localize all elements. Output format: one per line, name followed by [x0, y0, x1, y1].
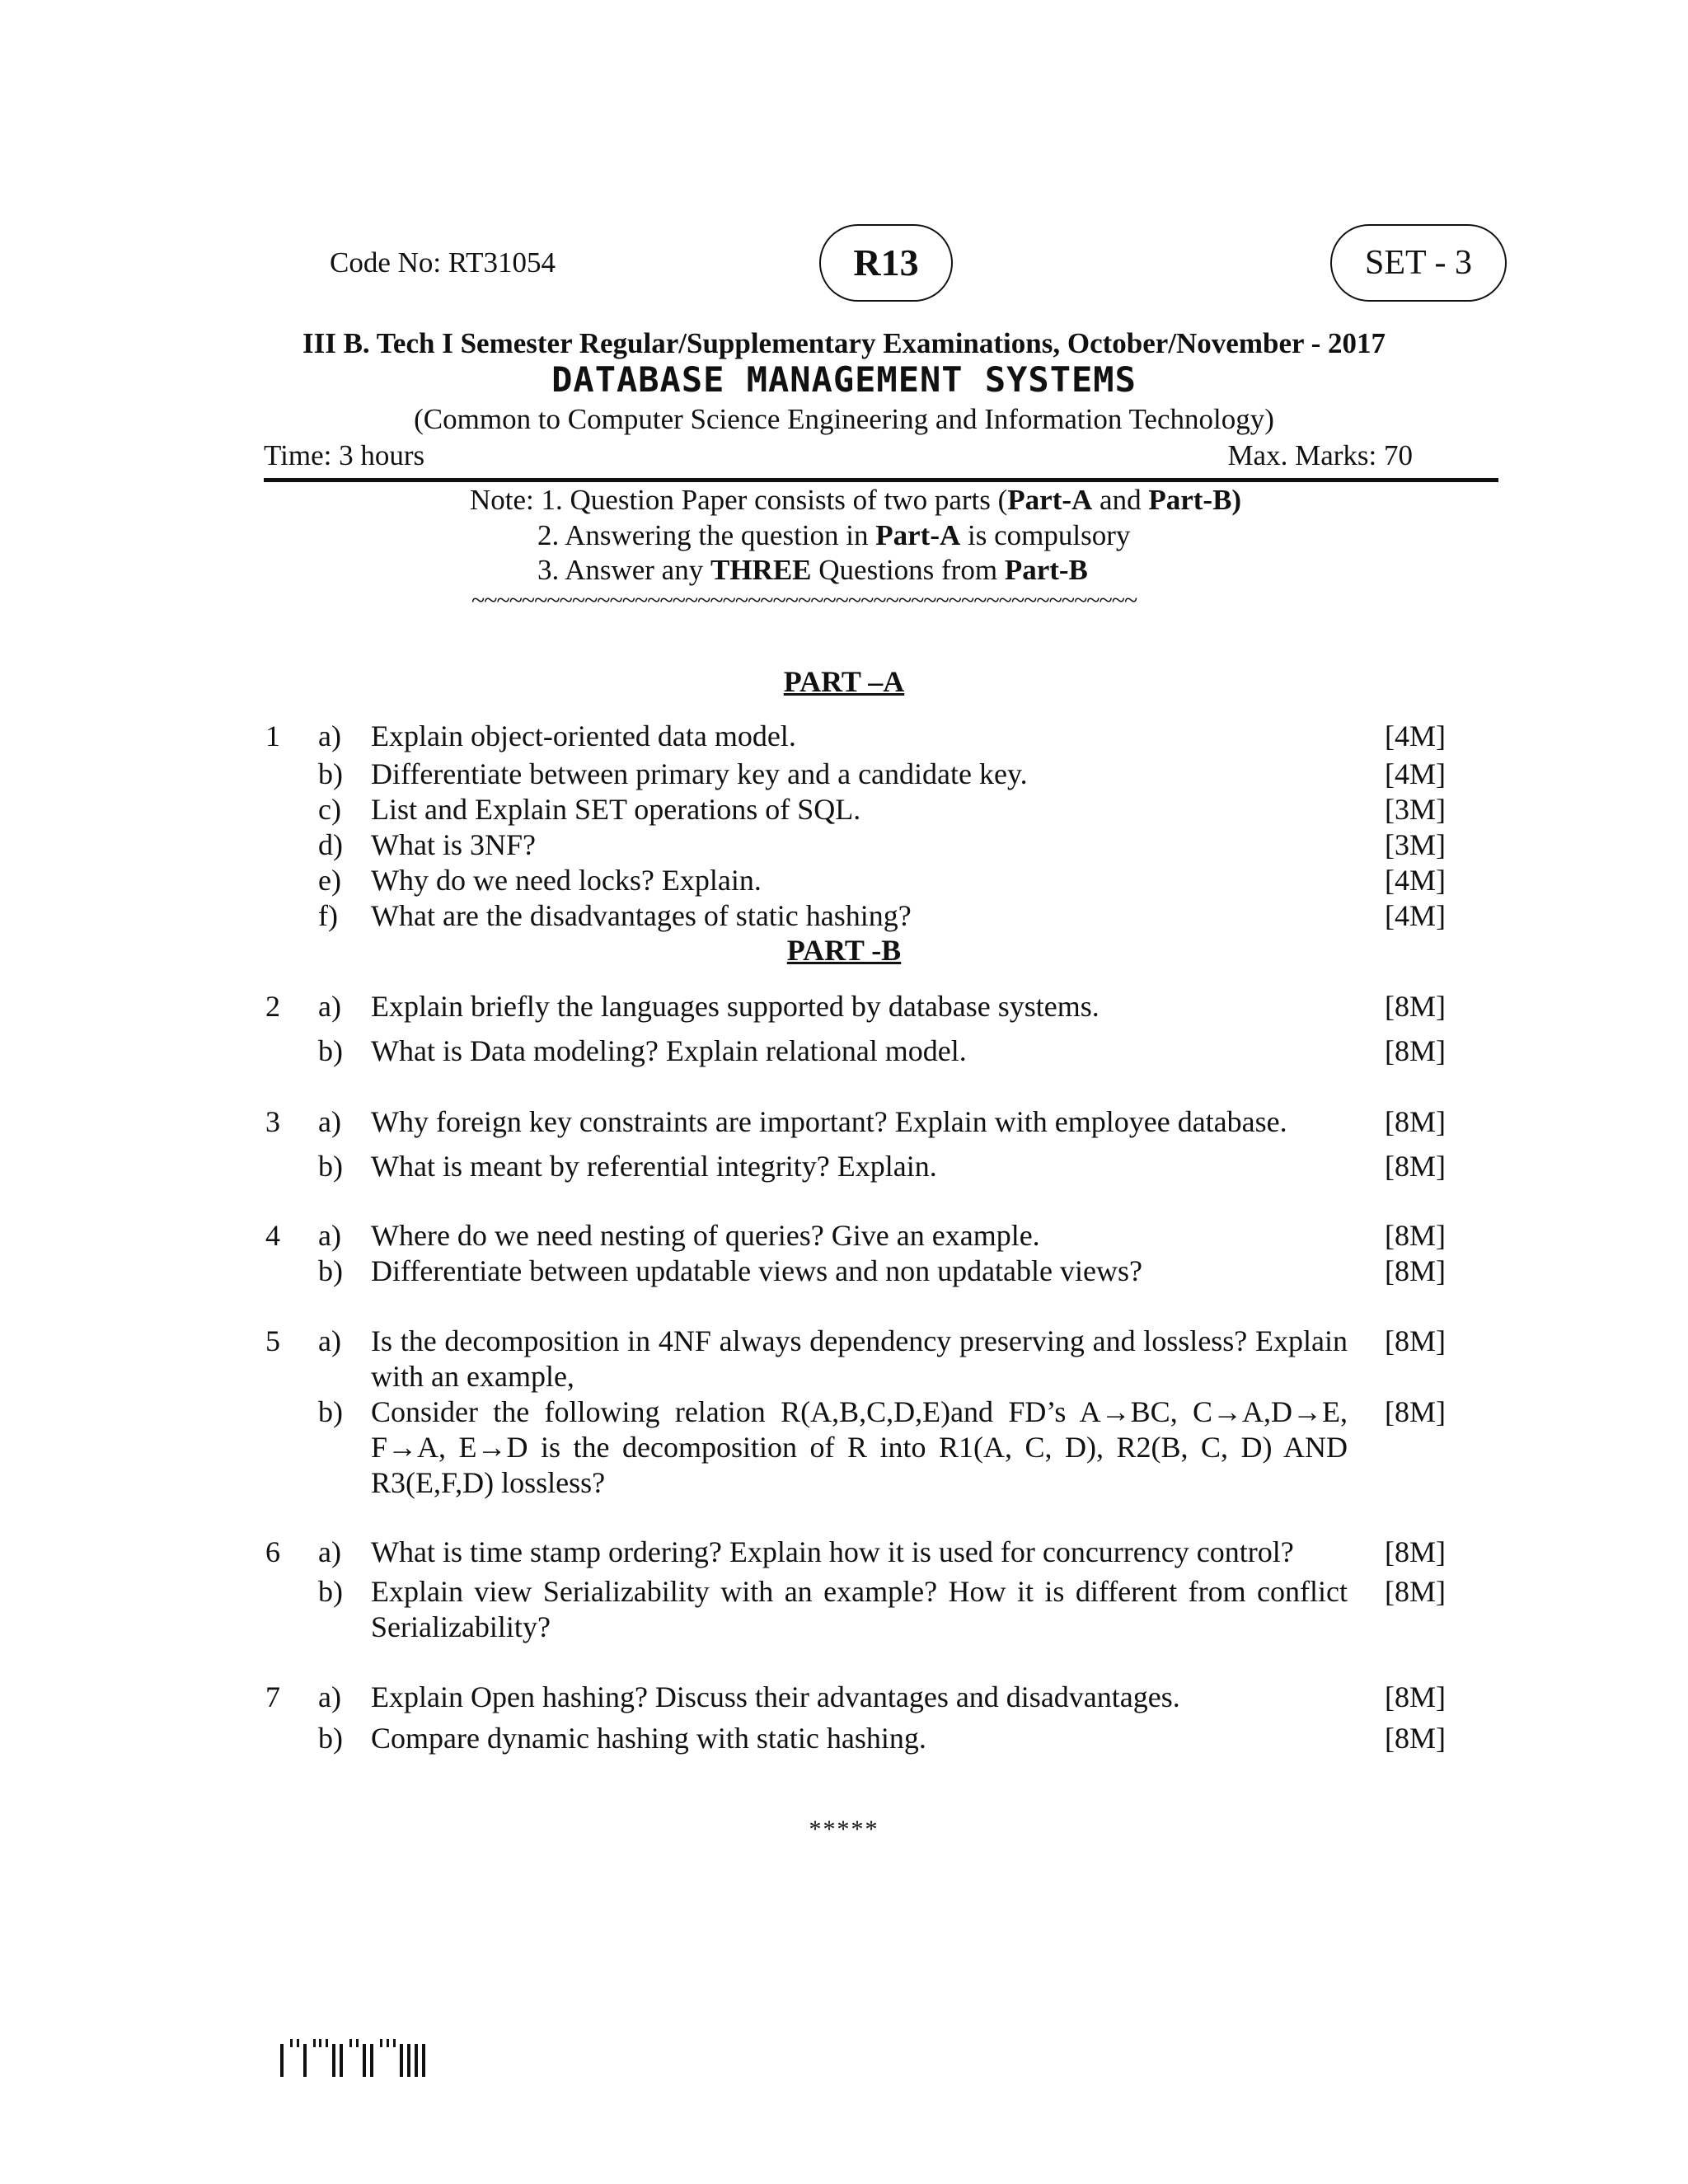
- question-text: Compare dynamic hashing with static hashing.: [371, 1722, 926, 1755]
- question-marks: [4M]: [1385, 719, 1446, 752]
- item-letter: a): [318, 1324, 341, 1357]
- item-letter: b): [318, 757, 343, 790]
- tilde-separator: ~~~~~~~~~~~~~~~~~~~~~~~~~~~~~~~~~~~~~~~~~~~~~~~~~~~~~: [471, 587, 1137, 614]
- question-text: What is Data modeling? Explain relational model.: [371, 1034, 967, 1067]
- question-marks: [8M]: [1385, 1575, 1446, 1608]
- note-line-2: 2. Answering the question in Part-A is compulsory: [537, 519, 1131, 551]
- question-text: What is time stamp ordering? Explain how it is used for concurrency control?: [371, 1535, 1294, 1568]
- question-marks: [3M]: [1385, 793, 1446, 826]
- question-number: 7: [265, 1680, 280, 1713]
- exam-title: III B. Tech I Semester Regular/Supplementary Examinations, October/November - 2017: [302, 327, 1386, 359]
- question-text: Explain Open hashing? Discuss their advantages and disadvantages.: [371, 1680, 1180, 1713]
- common-to-line: (Common to Computer Science Engineering and Information Technology): [414, 403, 1274, 435]
- item-letter: a): [318, 1680, 341, 1713]
- question-text: Why do we need locks? Explain.: [371, 864, 762, 897]
- question-marks: [8M]: [1385, 1219, 1446, 1252]
- item-letter: e): [318, 864, 341, 897]
- question-text: Explain view Serializability with an example? How it is different from conflict Serializability?: [371, 1575, 1348, 1644]
- question-marks: [8M]: [1385, 1254, 1446, 1287]
- question-text: What are the disadvantages of static hashing?: [371, 899, 912, 932]
- header-divider: [264, 478, 1498, 482]
- question-marks: [8M]: [1385, 1105, 1446, 1138]
- question-marks: [3M]: [1385, 828, 1446, 861]
- end-marker: *****: [809, 1816, 879, 1843]
- question-number: 5: [265, 1324, 280, 1357]
- question-text: Is the decomposition in 4NF always dependency preserving and lossless? Explain with an example,: [371, 1324, 1348, 1394]
- regulation-badge: R13: [819, 224, 953, 302]
- item-letter: b): [318, 1254, 343, 1287]
- question-text: Explain briefly the languages supported by database systems.: [371, 990, 1100, 1023]
- set-badge: SET - 3: [1330, 224, 1507, 302]
- question-text: List and Explain SET operations of SQL.: [371, 793, 861, 826]
- item-letter: d): [318, 828, 343, 861]
- question-marks: [8M]: [1385, 1722, 1446, 1755]
- item-letter: a): [318, 1105, 341, 1138]
- item-letter: f): [318, 899, 338, 932]
- question-marks: [8M]: [1385, 1680, 1446, 1713]
- part-a-heading: PART –A: [783, 665, 905, 698]
- question-text: What is meant by referential integrity? Explain.: [371, 1150, 937, 1183]
- question-marks: [8M]: [1385, 1324, 1446, 1357]
- item-letter: a): [318, 719, 341, 752]
- question-text: Where do we need nesting of queries? Give an example.: [371, 1219, 1040, 1252]
- note-line-3: 3. Answer any THREE Questions from Part-B: [537, 554, 1088, 586]
- item-letter: b): [318, 1150, 343, 1183]
- question-marks: [8M]: [1385, 1150, 1446, 1183]
- question-marks: [8M]: [1385, 1535, 1446, 1568]
- question-text: Differentiate between updatable views and non updatable views?: [371, 1254, 1142, 1287]
- item-letter: a): [318, 1219, 341, 1252]
- subject-title: DATABASE MANAGEMENT SYSTEMS: [551, 359, 1137, 400]
- question-marks: [4M]: [1385, 864, 1446, 897]
- exam-duration: Time: 3 hours: [264, 439, 425, 471]
- question-number: 3: [265, 1105, 280, 1138]
- question-text: Consider the following relation R(A,B,C,D,E)and FD’s A→BC, C→A,D→E, F→A, E→D is the decomposition of R into R1(A, C, D), R2(B, C, D) AND R3(E,F,D) lossless?: [371, 1395, 1348, 1500]
- item-letter: c): [318, 793, 341, 826]
- question-marks: [4M]: [1385, 757, 1446, 790]
- item-letter: b): [318, 1575, 343, 1608]
- question-text: Explain object-oriented data model.: [371, 719, 796, 752]
- question-number: 6: [265, 1535, 280, 1568]
- question-marks: [8M]: [1385, 1034, 1446, 1067]
- code-number: Code No: RT31054: [330, 246, 556, 279]
- max-marks: Max. Marks: 70: [1227, 439, 1413, 471]
- item-letter: a): [318, 990, 341, 1023]
- question-text: Why foreign key constraints are important? Explain with employee database.: [371, 1105, 1287, 1138]
- item-letter: b): [318, 1395, 343, 1428]
- question-number: 2: [265, 990, 280, 1023]
- item-letter: b): [318, 1034, 343, 1067]
- question-marks: [8M]: [1385, 1395, 1446, 1428]
- item-letter: a): [318, 1535, 341, 1568]
- barcode-icon: [280, 2039, 429, 2077]
- part-b-heading: PART -B: [786, 934, 902, 967]
- question-marks: [4M]: [1385, 899, 1446, 932]
- question-number: 1: [265, 719, 280, 752]
- question-text: What is 3NF?: [371, 828, 536, 861]
- item-letter: b): [318, 1722, 343, 1755]
- note-line-1: Note: 1. Question Paper consists of two parts (Part-A and Part-B): [470, 484, 1242, 516]
- question-marks: [8M]: [1385, 990, 1446, 1023]
- question-text: Differentiate between primary key and a candidate key.: [371, 757, 1028, 790]
- question-number: 4: [265, 1219, 280, 1252]
